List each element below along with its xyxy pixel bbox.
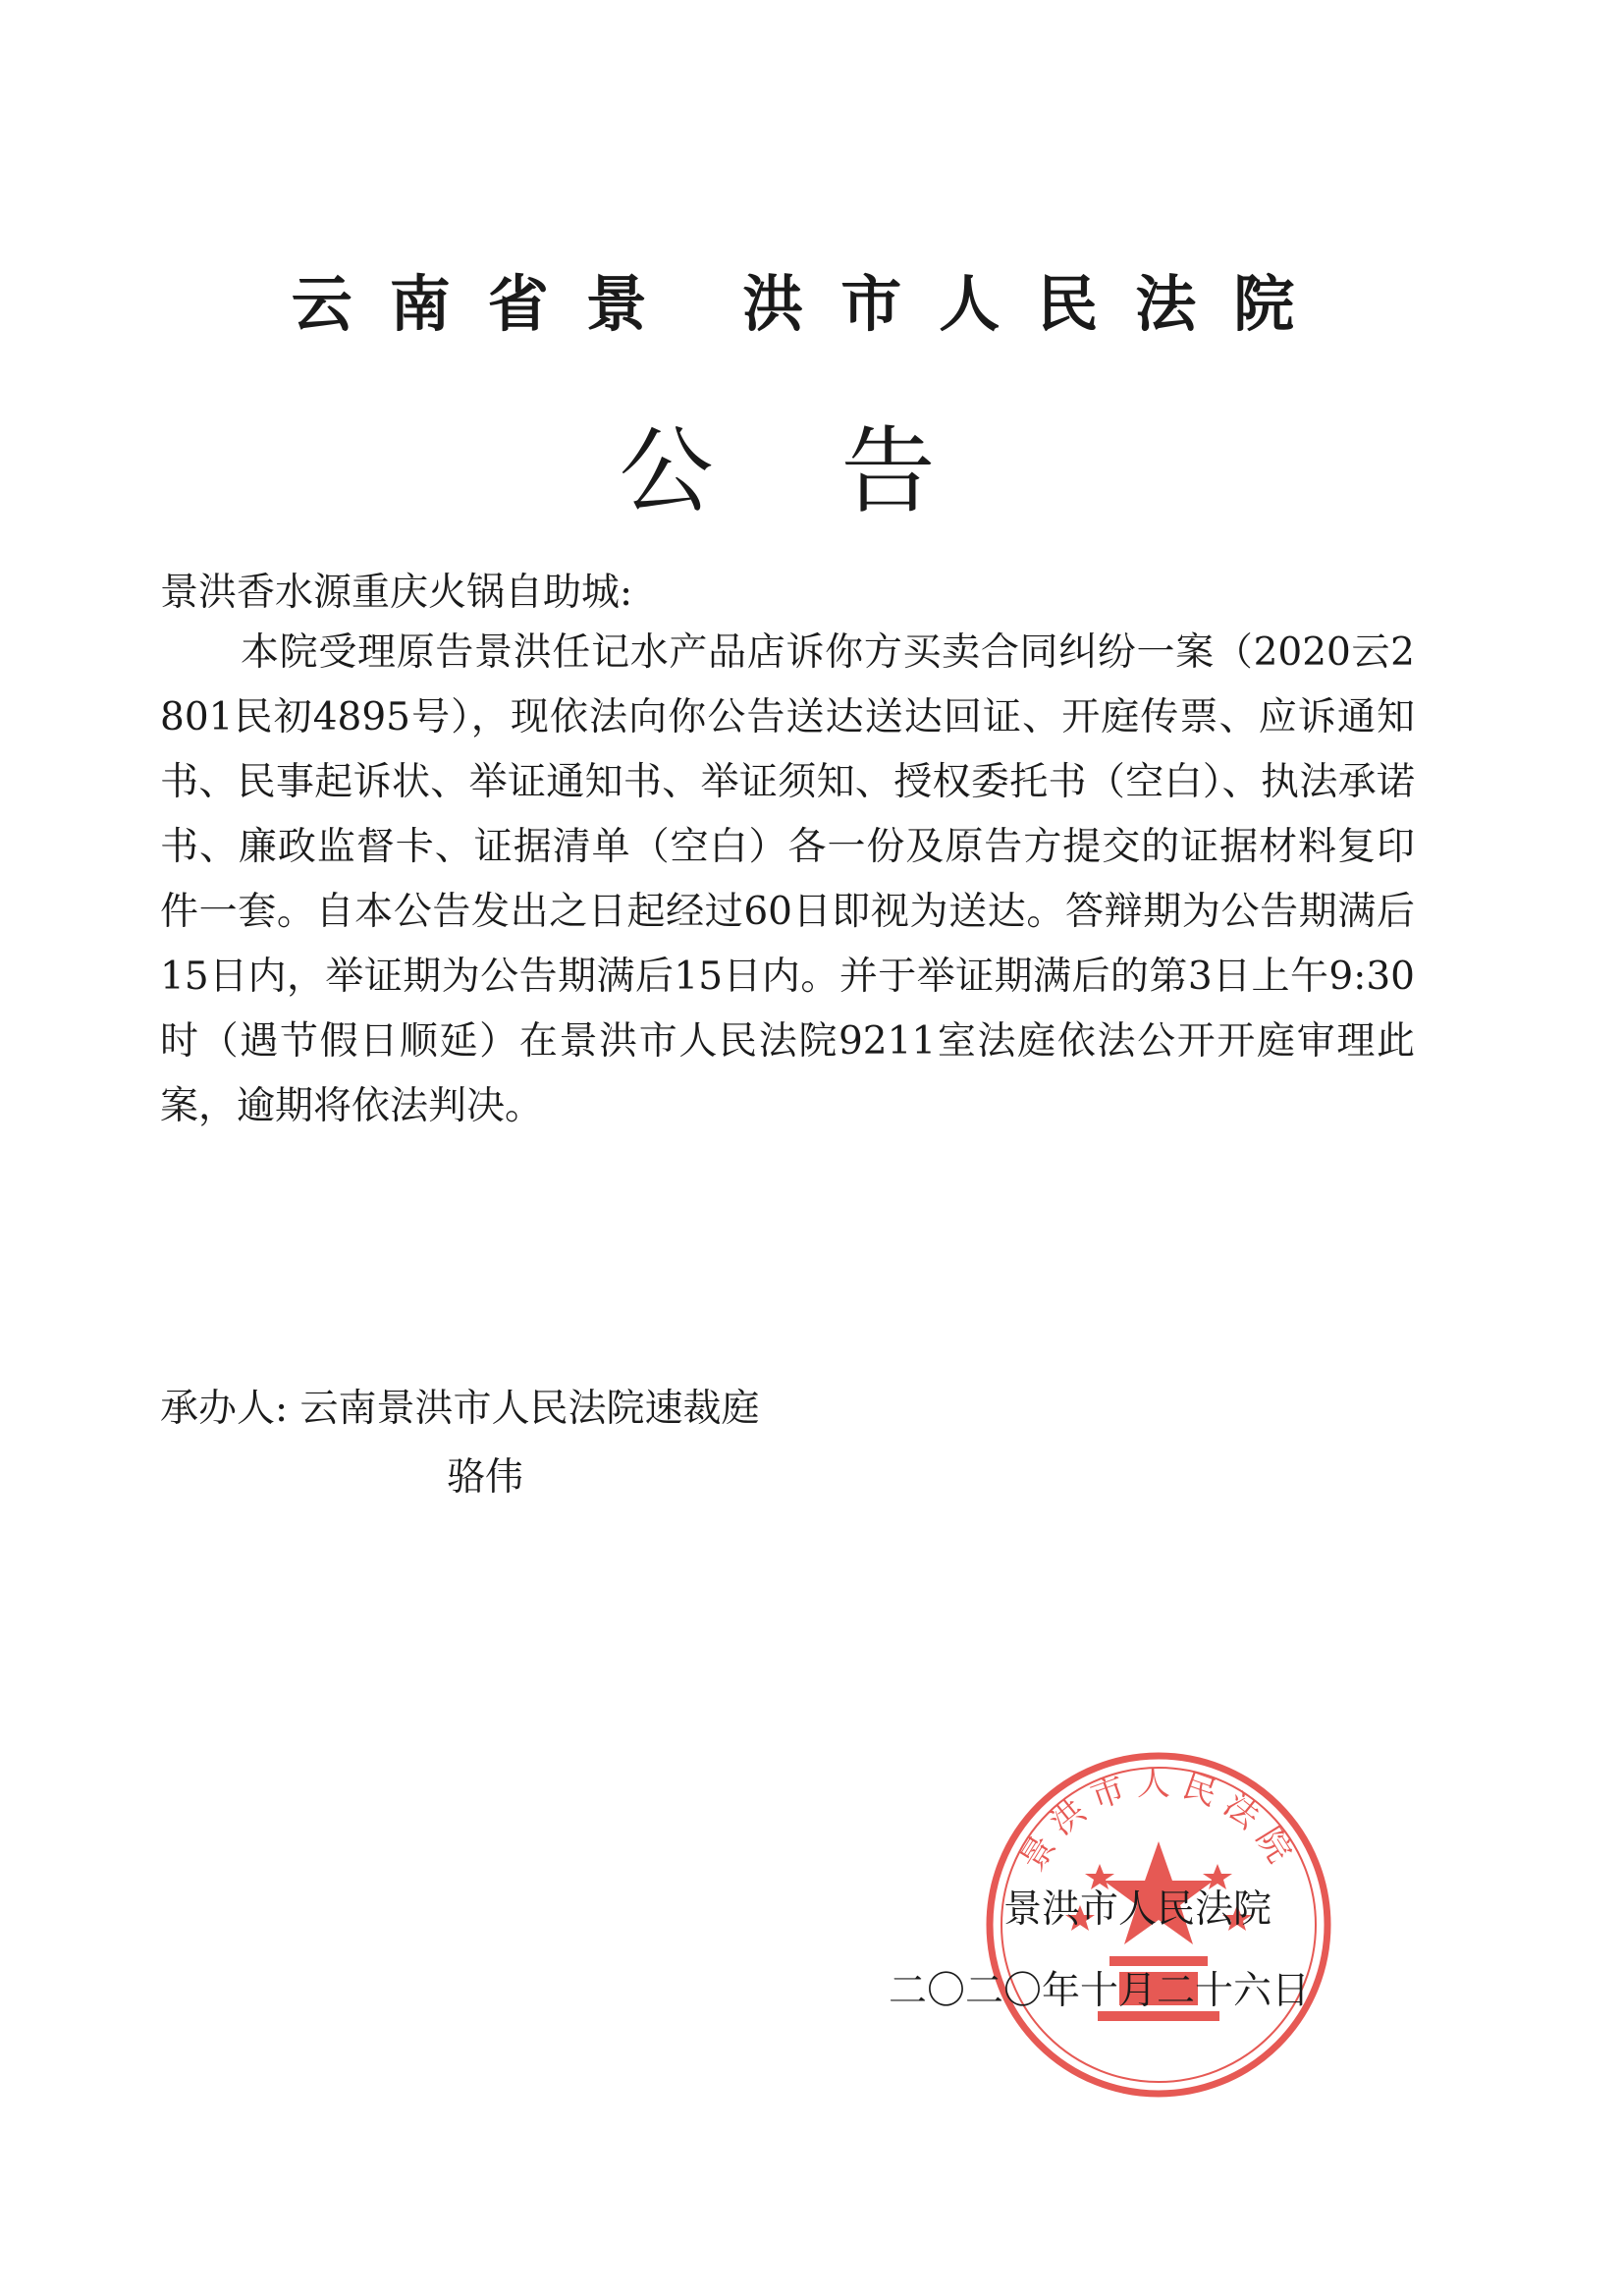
document-title: 公告 <box>619 416 1063 526</box>
seal-arc-text: 景洪市人民法院 <box>1012 1764 1305 1879</box>
signing-date: 二〇二〇年十月二十六日 <box>889 1969 1311 2013</box>
handler-line: 承办人: 云南景洪市人民法院速裁庭 <box>160 1387 760 1431</box>
court-title: 云南省景 洪市人民法院 <box>291 268 1332 340</box>
handler-name: 骆伟 <box>447 1455 524 1500</box>
signing-court: 景洪市人民法院 <box>1003 1887 1272 1932</box>
notice-body: 本院受理原告景洪任记水产品店诉你方买卖合同纠纷一案（2020云2801民初4895号），现依法向你公告送达送达回证、开庭传票、应诉通知书、民事起诉状、举证通知书、举证须知、授权委托书（空白）、执法承诺书、廉政监督卡、证据清单（空白）各一份及原告方提交的证据材料复印件一套。自本公告发出之日起经过60日即视为送达。答辩期为公告期满后15日内，举证期为公告期满后15日内。并于举证期满后的第3日上午9:30时（遇节假日顺延）在景洪市人民法院9211室法庭依法公开开庭审理此案，逾期将依法判决。 <box>160 630 1415 1128</box>
addressee: 景洪香水源重庆火锅自助城: <box>160 571 633 615</box>
